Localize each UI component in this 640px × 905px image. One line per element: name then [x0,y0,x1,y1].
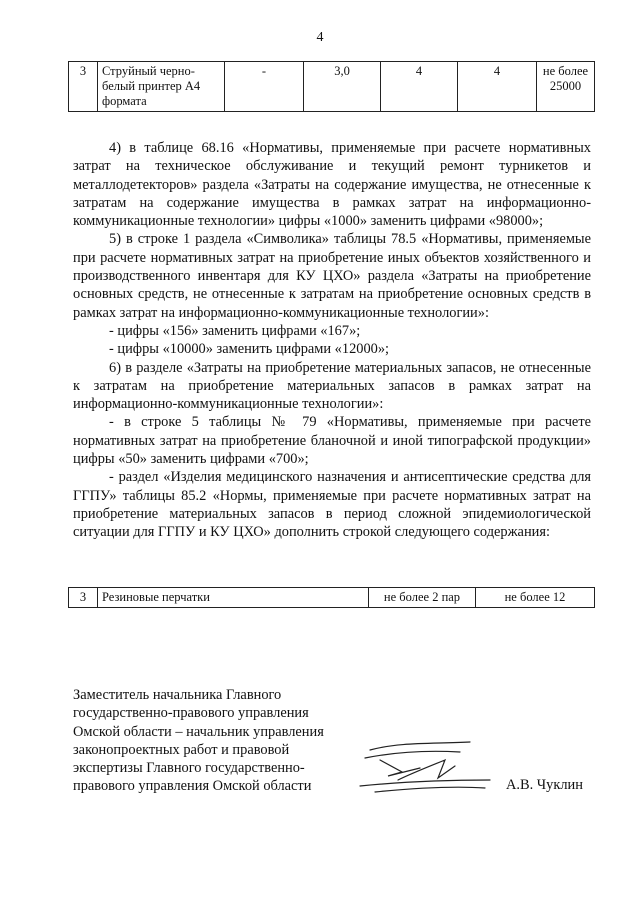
signer-position [73,686,353,796]
paragraph: 4) в таблице 68.16 «Нормативы, применяемые при расчете нормативных затрат на техническое обслуживание и текущий ремонт турникетов и металлодетекторов» раздела «Затраты на содержание имущества, не отнесенные к затратам на содержание имущества в рамках затрат на информационно-коммуникационные технологии» цифры «1000» заменить цифрами «98000»; [73,140,591,230]
limit-line: 25000 [549,79,582,93]
position-line: экспертизы Главного государственно- [73,760,305,777]
handwritten-signature [340,730,500,800]
cell-col4: не более 12 [476,588,595,608]
cell-col3: - [225,62,304,112]
item-name-line: Струйный черно- [102,64,195,78]
table-row [69,62,595,112]
cell-col5: 4 [381,62,458,112]
paragraph: - цифры «156» заменить цифрами «167»; [109,322,361,339]
table-equipment [68,61,595,112]
position-line: государственно-правового управления [73,705,309,722]
item-name-line: формата [102,94,147,108]
page-number: 4 [316,30,324,45]
position-line: законопроектных работ и правовой [73,741,290,758]
amendments-text [73,139,591,542]
position-line: Заместитель начальника Главного [73,687,282,703]
position-line: Омской области – начальник управления [73,723,324,740]
cell-col6: 4 [458,62,537,112]
item-name-cell: Резиновые перчатки [98,588,369,608]
paragraph: - цифры «10000» заменить цифрами «12000»; [109,341,390,358]
row-number-cell: 3 [69,588,98,608]
item-name-line: белый принтер А4 [102,79,201,93]
paragraph: - в строке 5 таблицы № 79 «Нормативы, применяемые при расчете нормативных затрат на приобретение бланочной и иной типографской продукции» цифры «50» заменить цифрами «700»; [73,414,591,468]
limit-line: не более [542,64,589,78]
paragraph: 5) в строке 1 раздела «Символика» таблицы 78.5 «Нормативы, применяемые при расчете нормативных затрат на приобретение иных объектов хозяйственного и производственного инвентаря для КУ ЦХО» раздела «Затраты на приобретение основных средств, не отнесенные к затратам на приобретение основных средств в рамках затрат на информационно-коммуникационные технологии»: [73,231,591,321]
cell-col3: не более 2 пар [369,588,476,608]
table-gloves [68,587,595,608]
signer-name: А.В. Чуклин [506,777,583,793]
table-row [69,588,595,608]
cell-col7 [537,62,595,112]
paragraph: - раздел «Изделия медицинского назначения и антисептические средства для ГГПУ» таблицы 85.2 «Нормы, применяемые при расчете нормативных затрат на приобретение материальных запасов в период сложной эпидемиологической ситуации для ГГПУ и КУ ЦХО» дополнить строкой следующего содержания: [73,469,591,541]
row-number-cell: 3 [69,62,98,112]
position-line: правового управления Омской области [73,778,312,795]
item-name-cell [98,62,225,112]
cell-col4: 3,0 [304,62,381,112]
paragraph: 6) в разделе «Затраты на приобретение материальных запасов, не отнесенные к затратам на приобретение материальных запасов в рамках затрат на информационно-коммуникационные технологии»: [73,359,591,413]
